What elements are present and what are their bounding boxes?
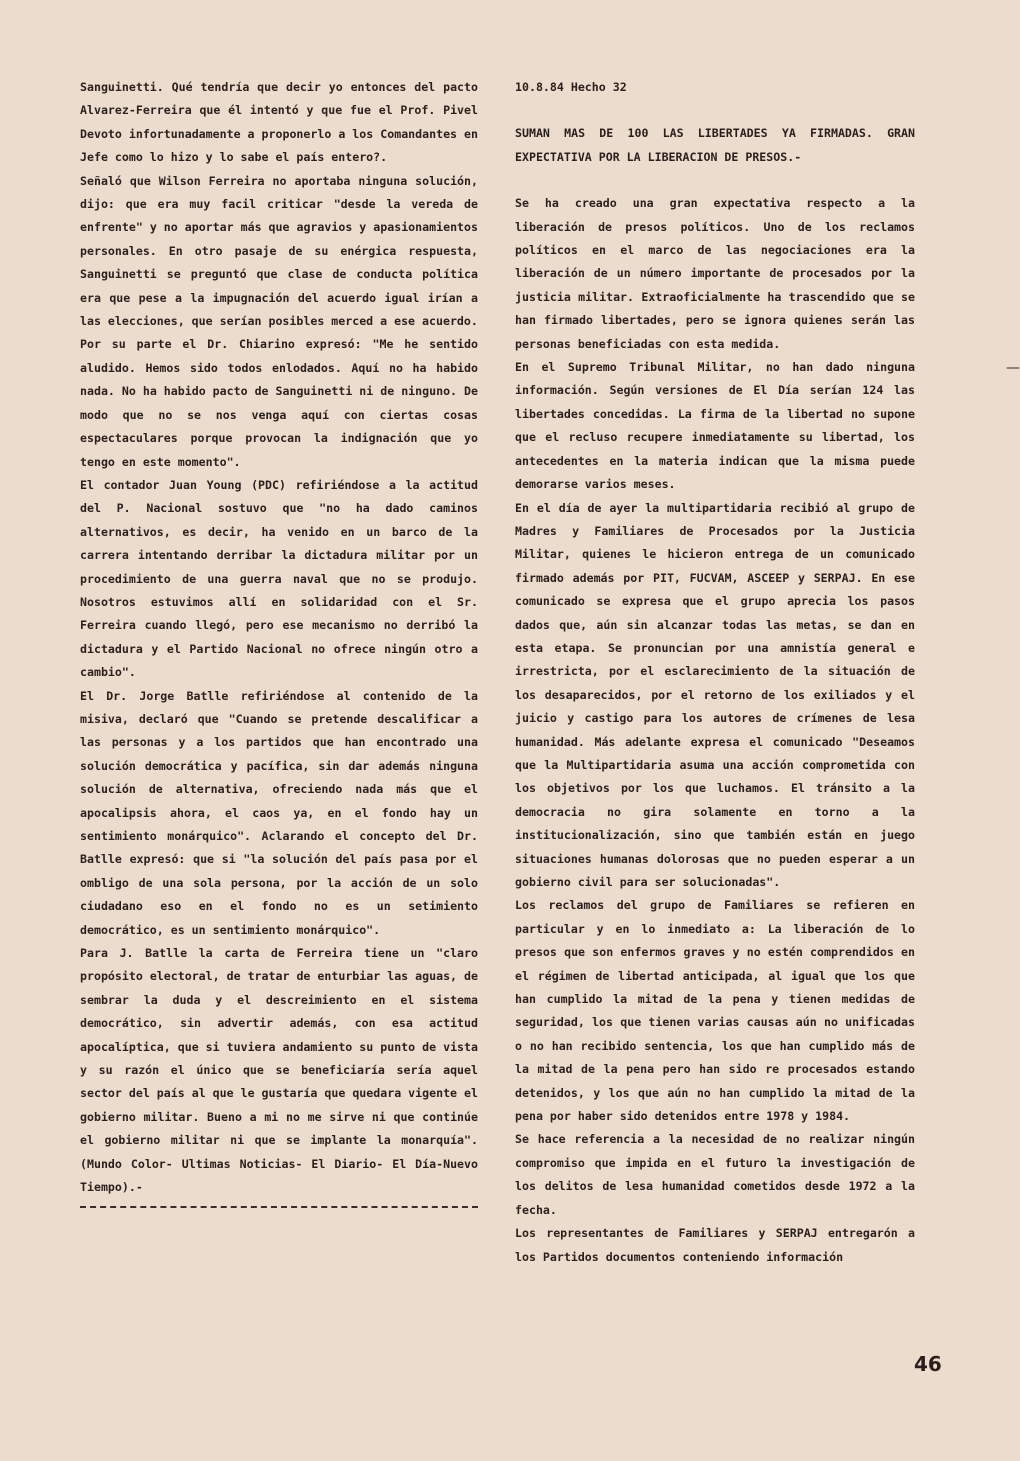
left-paragraph-4: El contador Juan Young (PDC) refiriéndose a la actitud del P. Nacional sostuvo que "no ha dado caminos alternativos, es decir, ha venido en un barco de la carrera intentando derribar la dictadura militar por un procedimiento de una guerra naval que no se produjo. Nosotros estuvimos allí en solidaridad con el Sr. Ferreira cuando llegó, pero ese mecanismo no derribó la dictadura y el Partido Nacional no ofrece ningún otro a cambio". xyxy=(80,477,478,680)
left-paragraph-5: El Dr. Jorge Batlle refiriéndose al contenido de la misiva, declaró que "Cuando se pretende descalificar a las personas y a los partidos que han encontrado una solución democrática y pacífica, sin dar además ninguna solución de alternativa, ofreciendo nada más que el apocalipsis ahora, el caos ya, en el fondo hay un sentimiento monárquico". Aclarando el concepto del Dr. Batlle expresó: que si "la solución del país pasa por el ombligo de una sola persona, por la acción de un solo ciudadano eso en el fondo no es un setimiento democrático, es un sentimiento monárquico". xyxy=(80,688,478,937)
left-paragraph-2: Señaló que Wilson Ferreira no aportaba ninguna solución, dijo: que era muy facil criticar "desde la vereda de enfrente" y no aportar más que agravios y apasionamientos personales. En otro pasaje de su enérgica respuesta, Sanguinetti se preguntó que clase de conducta política era que pese a la impugnación del acuerdo igual irían a las elecciones, que serían posibles merced a ese acuerdo. xyxy=(80,173,478,329)
left-paragraph-1: Sanguinetti. Qué tendría que decir yo entonces del pacto Alvarez-Ferreira que él intentó y que fue el Prof. Pivel Devoto infortunadamente a proponerlo a los Comandantes en Jefe como lo hizo y lo sabe el país entero?. xyxy=(80,80,478,165)
date-line: 10.8.84 Hecho 32 xyxy=(515,80,627,94)
article-headline: SUMAN MAS DE 100 LAS LIBERTADES YA FIRMADAS. GRAN EXPECTATIVA POR LA LIBERACION DE PRESOS.- xyxy=(515,126,915,164)
left-paragraph-6: Para J. Batlle la carta de Ferreira tiene un "claro propósito electoral, de tratar de enturbiar las aguas, de sembrar la duda y el descreimiento en el sistema democrático, sin advertir además, con esa actitud apocalíptica, que si tuviera andamiento su punto de vista y su razón el único que se beneficiaría sería aquel sector del país al que le gustaría que quedara vigente el gobierno militar. Bueno a mi no me sirve ni que continúe el gobierno militar ni que se implante la monarquía". (Mundo Color- Ultimas Noticias- El Diario- El Día-Nuevo Tiempo).- xyxy=(80,946,478,1195)
left-paragraph-3: Por su parte el Dr. Chiarino expresó: "Me he sentido aludido. Hemos sido todos enlodados. Aquí no ha habido nada. No ha habido pacto de Sanguinetti ni de ninguno. De modo que no se nos venga aquí con ciertas cosas espectaculares porque provocan la indignación que yo tengo en este momento". xyxy=(80,337,478,469)
right-paragraph-6: Los representantes de Familiares y SERPAJ entregarón a los Partidos documentos conteniendo información xyxy=(515,1226,915,1264)
right-paragraph-5: Se hace referencia a la necesidad de no realizar ningún compromiso que impida en el futuro la investigación de los delitos de lesa humanidad cometidos desde 1972 a la fecha. xyxy=(515,1132,915,1217)
margin-mark-icon: — xyxy=(1006,360,1020,376)
right-paragraph-4: Los reclamos del grupo de Familiares se refieren en particular y en lo inmediato a: La liberación de lo presos que son enfermos graves y no estén comprendidos en el régimen de libertad anticipada, al igual que los que han cumplido la mitad de la pena y tienen medidas de seguridad, los que tienen varias causas aún no unificadas o no han recibido sentencia, los que han cumplido más de la mitad de la pena pero han sido re procesados estando detenidos, y los que aún no han cumplido la mitad de la pena por haber sido detenidos entre 1978 y 1984. xyxy=(515,898,915,1124)
right-column xyxy=(515,76,915,1269)
page-number: 46 xyxy=(914,1352,942,1376)
right-paragraph-3: En el día de ayer la multipartidaria recibió al grupo de Madres y Familiares de Procesados por la Justicia Militar, quienes le hicieron entrega de un comunicado firmado además por PIT, FUCVAM, ASCEEP y SERPAJ. En ese comunicado se expresa que el grupo aprecia los pasos dados que, aún sin alcanzar todas las metas, se dan en esta etapa. Se pronuncian por una amnistía general e irrestricta, por el esclarecimiento de la situación de los desaparecidos, por el retorno de los exiliados y el juicio y castigo para los autores de crímenes de lesa humanidad. Más adelante expresa el comunicado "Deseamos que la Multipartidaria asuma una acción comprometida con los objetivos por los que luchamos. El tránsito a la democracia no gira solamente en torno a la institucionalización, sino que también están en juego situaciones humanas dolorosas que no pueden esperar a un gobierno civil para ser solucionadas". xyxy=(515,500,915,889)
section-divider xyxy=(80,1206,478,1208)
spacer xyxy=(515,169,915,192)
right-paragraph-2: En el Supremo Tribunal Militar, no han dado ninguna información. Según versiones de El Día serían 124 las libertades concedidas. La firma de la libertad no supone que el recluso recupere inmediatamente su libertad, los antecedentes en la materia indican que la misma puede demorarse varios meses. xyxy=(515,360,915,492)
spacer xyxy=(515,99,915,122)
left-column xyxy=(80,76,478,1208)
right-paragraph-1: Se ha creado una gran expectativa respecto a la liberación de presos políticos. Uno de los reclamos políticos en el marco de las negociaciones era la liberación de un número importante de procesados por la justicia militar. Extraoficialmente ha trascendido que se han firmado libertades, pero se ignora quienes serán las personas beneficiadas con esta medida. xyxy=(515,196,915,351)
